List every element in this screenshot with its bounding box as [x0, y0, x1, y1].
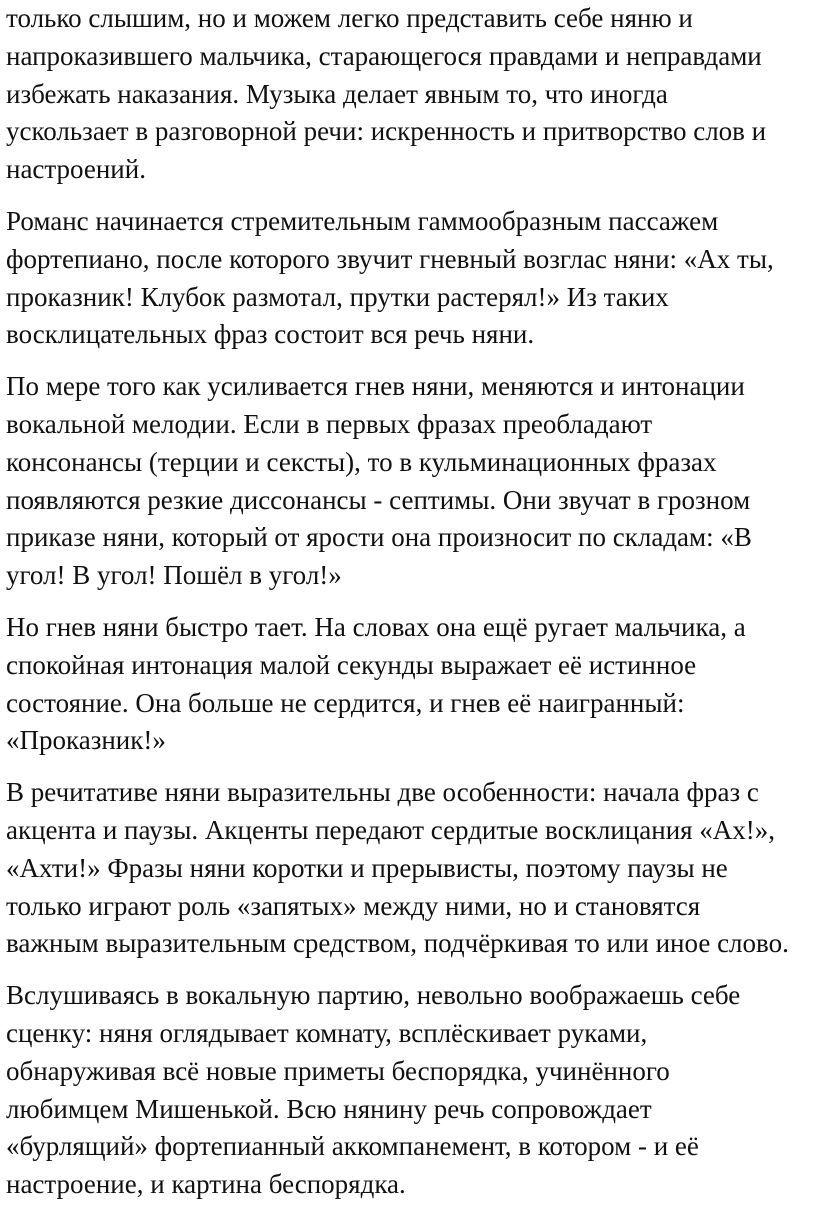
text-line: «Проказник!»: [6, 725, 166, 756]
paragraph-5: [6, 774, 816, 963]
text-line: угол! В угол! Пошёл в угол!»: [6, 560, 342, 591]
text-line: Романс начинается стремительным гаммообразным пассажем: [6, 205, 719, 236]
paragraph-2: [6, 203, 816, 354]
text-line: только играют роль «запятых» между ними, но и становятся: [6, 890, 701, 921]
text-line: фортепиано, после которого звучит гневный возглас няни: «Ах ты,: [6, 243, 774, 274]
text-line: восклицательных фраз состоит вся речь няни.: [6, 319, 535, 350]
text-line: сценку: няня оглядывает комнату, всплёскивает руками,: [6, 1017, 648, 1048]
text-line: любимцем Мишенькой. Всю нянину речь сопровождает: [6, 1093, 652, 1124]
paragraph-3: [6, 368, 816, 595]
text-line: приказе няни, который от ярости она произносит по складам: «В: [6, 522, 752, 553]
text-line: вокальной мелодии. Если в первых фразах преобладают: [6, 408, 653, 439]
text-line: Вслушиваясь в вокальную партию, невольно воображаешь себе: [6, 980, 741, 1011]
paragraph-6: [6, 977, 816, 1204]
text-line: состояние. Она больше не сердится, и гнев её наигранный:: [6, 687, 685, 718]
text-line: акцента и паузы. Акценты передают сердитые восклицания «Ах!»,: [6, 814, 776, 845]
text-line: В речитативе няни выразительны две особенности: начала фраз с: [6, 777, 759, 808]
text-line: обнаруживая всё новые приметы беспорядка, учинённого: [6, 1055, 670, 1086]
text-line: По мере того как усиливается гнев няни, меняются и интонации: [6, 371, 745, 402]
text-line: спокойная интонация малой секунды выражает её истинное: [6, 649, 697, 680]
text-line: «Ахти!» Фразы няни коротки и прерывисты, поэтому паузы не: [6, 852, 728, 883]
text-line: настроений.: [6, 154, 146, 185]
text-line: настроение, и картина беспорядка.: [6, 1169, 406, 1200]
text-line: консонансы (терции и сексты), то в кульминационных фразах: [6, 446, 717, 477]
text-line: проказник! Клубок размотал, прутки растерял!» Из таких: [6, 281, 669, 312]
text-line: ускользает в разговорной речи: искренность и притворство слов и: [6, 116, 767, 147]
text-line: напроказившего мальчика, старающегося правдами и неправдами: [6, 40, 762, 71]
text-line: избежать наказания. Музыка делает явным то, что иногда: [6, 78, 668, 109]
text-line: Но гнев няни быстро тает. На словах она ещё ругает мальчика, а: [6, 611, 746, 642]
text-line: только слышим, но и можем легко представить себе няню и: [6, 3, 693, 33]
text-line: появляются резкие диссонансы - септимы. Они звучат в грозном: [6, 484, 751, 515]
text-line: важным выразительным средством, подчёркивая то или иное слово.: [6, 928, 789, 959]
text-line: «бурлящий» фортепианный аккомпанемент, в котором - и её: [6, 1131, 699, 1162]
paragraph-1: [6, 0, 816, 189]
paragraph-4: [6, 609, 816, 760]
